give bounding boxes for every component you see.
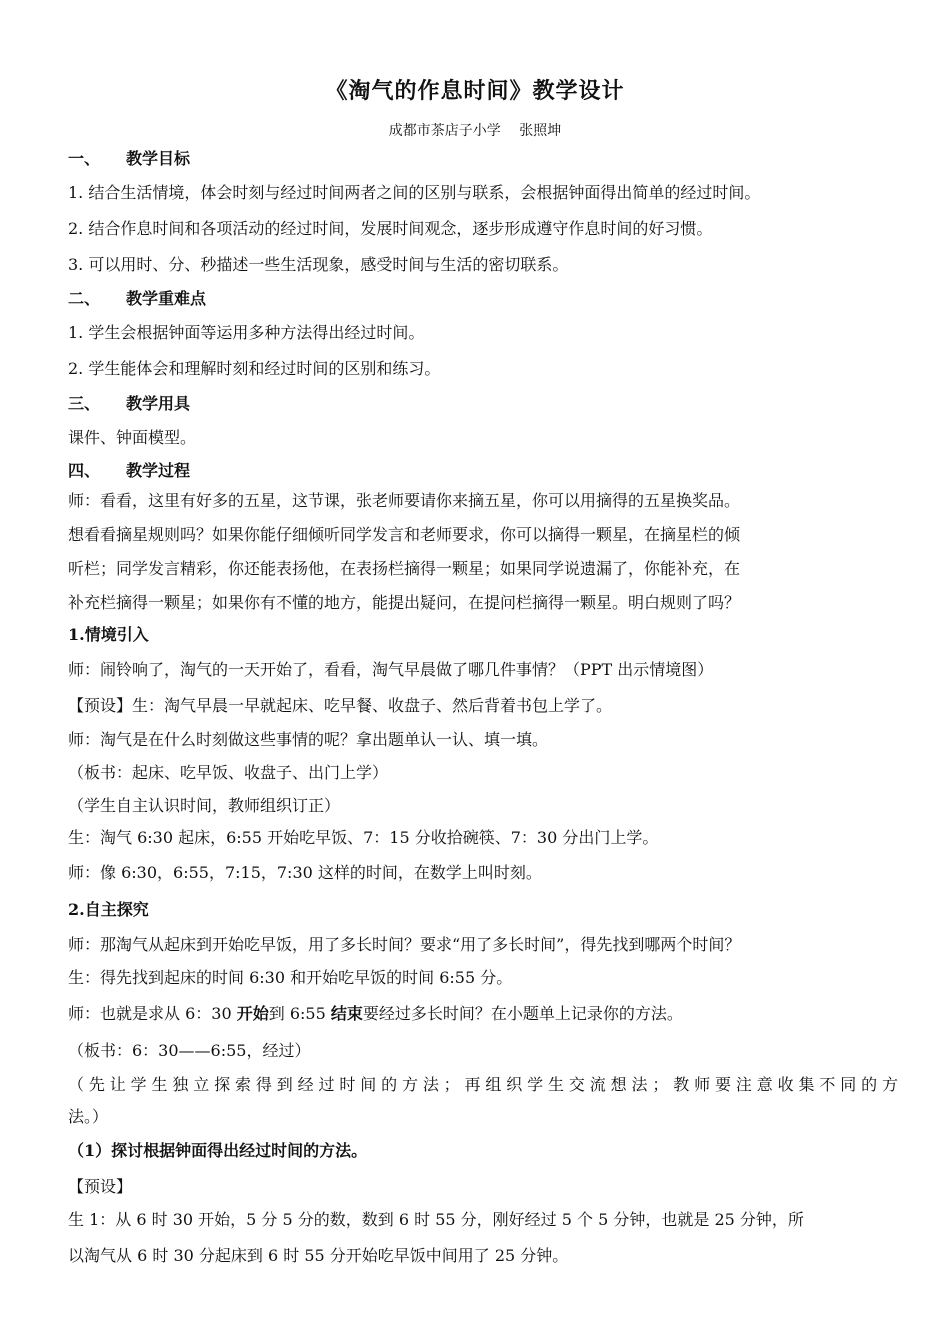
teacher-note-line: （先让学生独立探索得到经过时间的方法；再组织学生交流想法；教师要注意收集不同的方 [68,1075,898,1094]
part1-line: 师：闹铃响了，淘气的一天开始了，看看，淘气早晨做了哪几件事情？（PPT 出示情境图） [68,660,714,679]
goal-item: 2. 结合作息时间和各项活动的经过时间，发展时间观念，逐步形成遵守作息时间的好习惯。 [68,219,713,238]
section-number: 三、 [68,394,101,413]
bold-end: 结束 [330,1004,363,1023]
answer-line: 生 1：从 6 时 30 开始，5 分 5 分的数，数到 6 时 55 分，刚好经过 5 个 5 分钟，也就是 25 分钟，所 [68,1210,804,1229]
text-segment: 到 6:55 [268,1004,331,1023]
text-segment: 师：也就是求从 6：30 [68,1004,237,1023]
section-number: 四、 [68,461,101,480]
section-heading-tools [68,394,898,414]
intro-paragraph-line: 补充栏摘得一颗星；如果你有不懂的地方，能提出疑问，在提问栏摘得一颗星。明白规则了吗？ [68,593,741,612]
text-segment: 要经过多长时间？在小题单上记录你的方法。 [362,1004,683,1023]
part1-line: 师：像 6:30，6:55，7:15，7:30 这样的时间，在数学上叫时刻。 [68,863,542,882]
subsection-title: （1）探讨根据钟面得出经过时间的方法。 [68,1141,368,1160]
part1-line: （学生自主认识时间，教师组织订正） [68,796,341,815]
key-point-item: 2. 学生能体会和理解时刻和经过时间的区别和练习。 [68,359,441,378]
preset-label: 【预设】 [68,1177,133,1196]
part1-line: 【预设】生：淘气早晨一早就起床、吃早餐、收盘子、然后背着书包上学了。 [68,696,613,715]
goal-item: 3. 可以用时、分、秒描述一些生活现象，感受时间与生活的密切联系。 [68,255,569,274]
section-title: 教学目标 [126,149,191,168]
answer-line: 以淘气从 6 时 30 分起床到 6 时 55 分开始吃早饭中间用了 25 分钟。 [68,1246,569,1265]
part1-line: 生：淘气 6:30 起床，6:55 开始吃早饭、7：15 分收拾碗筷、7：30 分出门上学。 [68,828,659,847]
part1-title: 1.情境引入 [68,625,149,644]
part2-line: 生：得先找到起床的时间 6:30 和开始吃早饭的时间 6:55 分。 [68,968,513,987]
teacher-note-line: 法。） [68,1107,109,1126]
board-note: （板书：6：30——6:55，经过） [68,1041,311,1060]
intro-paragraph-line: 听栏；同学发言精彩，你还能表扬他，在表扬栏摘得一颗星；如果同学说遗漏了，你能补充，在 [68,559,741,578]
tools-text: 课件、钟面模型。 [68,428,197,447]
part1-line: （板书：起床、吃早饭、收盘子、出门上学） [68,763,389,782]
part2-title: 2.自主探究 [68,900,149,919]
part2-line: 师：那淘气从起床到开始吃早饭，用了多长时间？要求“用了多长时间”，得先找到哪两个时间？ [68,935,741,954]
section-heading-process [68,461,898,481]
bold-start: 开始 [236,1004,269,1023]
section-number: 二、 [68,289,101,308]
document-title: 《淘气的作息时间》教学设计 [325,78,625,104]
goal-item: 1. 结合生活情境，体会时刻与经过时间两者之间的区别与联系，会根据钟面得出简单的经过时间。 [68,183,761,202]
section-title: 教学过程 [126,461,191,480]
section-title: 教学用具 [126,394,191,413]
intro-paragraph-line: 师：看看，这里有好多的五星，这节课，张老师要请你来摘五星，你可以用摘得的五星换奖品。 [68,491,741,510]
section-heading-key-points [68,289,898,309]
key-point-item: 1. 学生会根据钟面等运用多种方法得出经过时间。 [68,323,425,342]
section-number: 一、 [68,149,101,168]
part2-line-emphasis [68,1004,898,1024]
author-line: 成都市茶店子小学 张照坤 [388,123,562,139]
section-heading-goals [68,149,898,169]
section-title: 教学重难点 [126,289,207,308]
intro-paragraph-line: 想看看摘星规则吗？如果你能仔细倾听同学发言和老师要求，你可以摘得一颗星，在摘星栏的倾 [68,525,741,544]
part1-line: 师：淘气是在什么时刻做这些事情的呢？拿出题单认一认、填一填。 [68,730,549,749]
